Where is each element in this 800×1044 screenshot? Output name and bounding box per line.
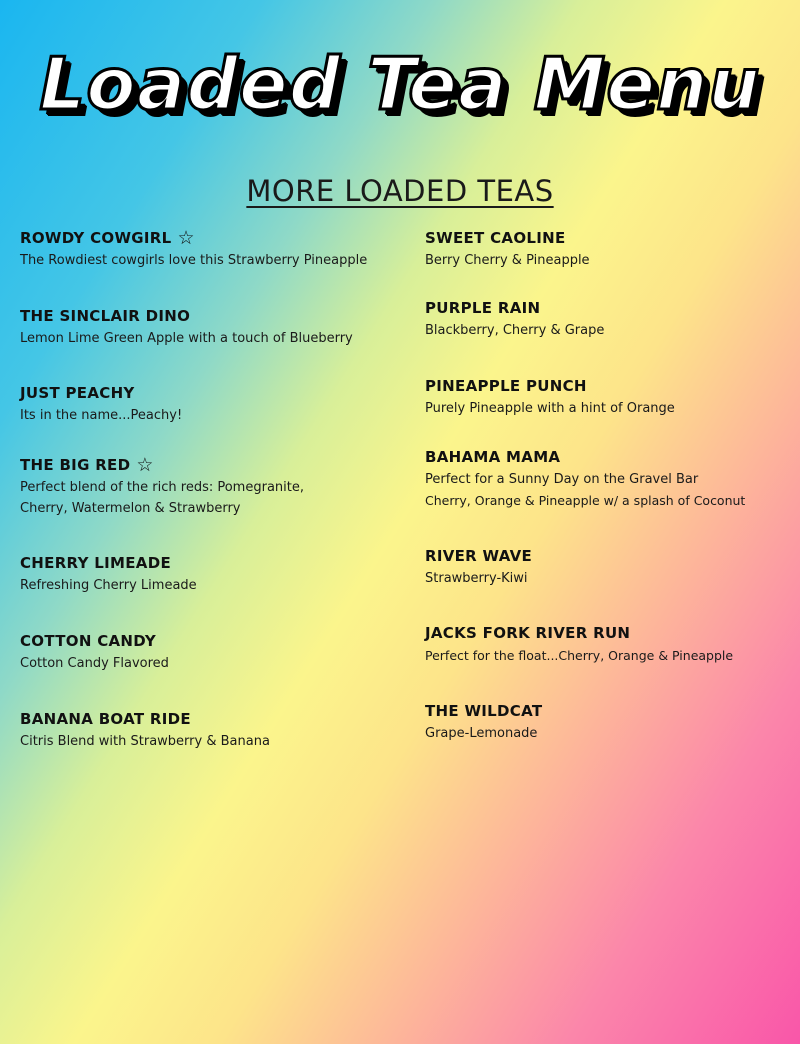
menu-item-description-line-2: Cherry, Orange & Pineapple w/ a splash of Coconut bbox=[425, 493, 746, 508]
menu-item-rowdy-cowgirl bbox=[20, 229, 367, 271]
menu-item-the-wildcat bbox=[425, 702, 542, 744]
menu-item-name: RIVER WAVE bbox=[425, 547, 533, 565]
menu-item-big-red bbox=[20, 456, 304, 519]
menu-item-description: The Rowdiest cowgirls love this Strawberry Pineapple bbox=[20, 253, 368, 268]
section-heading-text: MORE LOADED TEAS bbox=[246, 174, 554, 208]
menu-title: Loaded Tea Menu bbox=[39, 42, 761, 126]
menu-item-description: Lemon Lime Green Apple with a touch of Blueberry bbox=[20, 331, 353, 346]
menu-item-description-line-2: Cherry, Watermelon & Strawberry bbox=[20, 501, 241, 516]
star-icon: ☆ bbox=[177, 227, 195, 249]
menu-item-cherry-limeade bbox=[20, 554, 197, 596]
menu-item-name: THE BIG RED ☆ bbox=[20, 454, 154, 476]
menu-item-description: Cotton Candy Flavored bbox=[20, 656, 169, 671]
section-heading bbox=[0, 174, 800, 208]
menu-item-name: SWEET CAOLINE bbox=[425, 229, 566, 247]
star-icon: ☆ bbox=[136, 454, 154, 476]
menu-item-description: Its in the name...Peachy! bbox=[20, 408, 183, 423]
menu-item-river-wave bbox=[425, 547, 532, 589]
menu-item-description: Refreshing Cherry Limeade bbox=[20, 578, 197, 593]
menu-item-name: PINEAPPLE PUNCH bbox=[425, 377, 587, 395]
menu-item-cotton-candy bbox=[20, 632, 169, 674]
menu-item-description: Perfect for a Sunny Day on the Gravel Bar bbox=[425, 472, 699, 487]
menu-item-name: ROWDY COWGIRL ☆ bbox=[20, 227, 195, 249]
menu-item-description: Grape-Lemonade bbox=[425, 726, 538, 741]
menu-item-name: BANANA BOAT RIDE bbox=[20, 710, 191, 728]
menu-item-sweet-caoline bbox=[425, 229, 590, 271]
menu-item-description: Purely Pineapple with a hint of Orange bbox=[425, 401, 675, 416]
menu-item-name: COTTON CANDY bbox=[20, 632, 157, 650]
menu-item-just-peachy bbox=[20, 384, 182, 426]
menu-item-sinclair-dino bbox=[20, 307, 353, 349]
menu-item-description: Strawberry-Kiwi bbox=[425, 571, 528, 586]
menu-item-description: Blackberry, Cherry & Grape bbox=[425, 323, 605, 338]
menu-item-jacks-fork-river-run bbox=[425, 624, 733, 666]
menu-item-name: BAHAMA MAMA bbox=[425, 448, 561, 466]
menu-item-name: JUST PEACHY bbox=[20, 384, 135, 402]
menu-item-description: Citris Blend with Strawberry & Banana bbox=[20, 734, 270, 749]
menu-item-name: PURPLE RAIN bbox=[425, 299, 541, 317]
menu-item-name: CHERRY LIMEADE bbox=[20, 554, 171, 572]
menu-item-description: Perfect for the float...Cherry, Orange & Pineapple bbox=[425, 648, 734, 663]
menu-item-name: THE SINCLAIR DINO bbox=[20, 307, 191, 325]
menu-item-bahama-mama bbox=[425, 448, 745, 511]
menu-item-description: Berry Cherry & Pineapple bbox=[425, 253, 590, 268]
menu-item-banana-boat-ride bbox=[20, 710, 270, 752]
menu-item-name: JACKS FORK RIVER RUN bbox=[425, 624, 631, 642]
menu-item-description: Perfect blend of the rich reds: Pomegranite, bbox=[20, 480, 304, 495]
menu-item-name: THE WILDCAT bbox=[425, 702, 543, 720]
menu-item-pineapple-punch bbox=[425, 377, 675, 419]
menu-item-purple-rain bbox=[425, 299, 604, 341]
